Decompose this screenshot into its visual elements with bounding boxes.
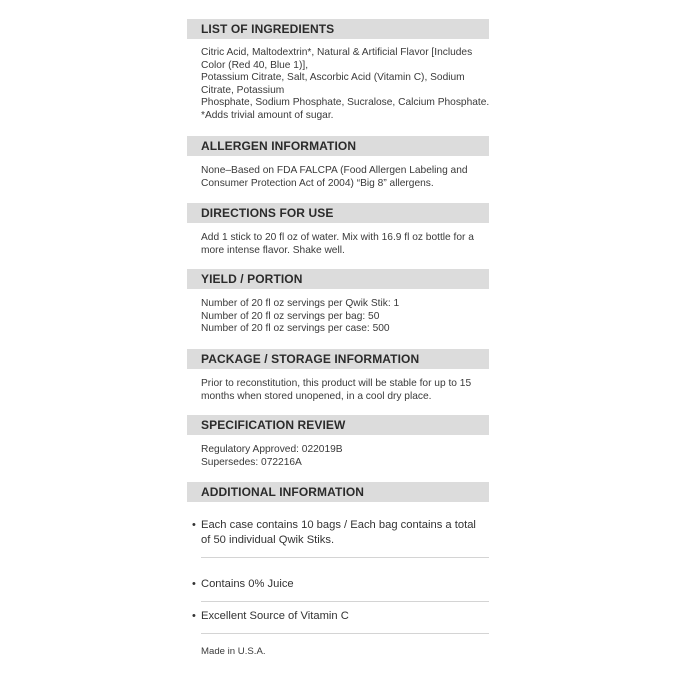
made-in-usa-text: Made in U.S.A. [201,646,266,657]
directions-line: Add 1 stick to 20 fl oz of water. Mix with 16.9 fl oz bottle for a [201,232,474,243]
ingredients-line: Phosphate, Sodium Phosphate, Sucralose, Calcium Phosphate. [201,97,490,109]
ingredients-line: Citric Acid, Maltodextrin*, Natural & Artificial Flavor [Includes [201,47,473,58]
section-body-yield [201,298,491,336]
specification-line: Supersedes: 072216A [201,456,302,468]
section-body-directions [201,232,491,257]
divider [201,601,489,602]
divider [201,633,489,634]
bullet-icon: • [192,578,196,590]
section-header-ingredients: LIST OF INGREDIENTS [187,19,489,39]
additional-item-text: Contains 0% Juice [201,578,294,590]
ingredients-line: Potassium Citrate, Salt, Ascorbic Acid (Vitamin C), Sodium [201,72,465,84]
additional-item-line: Each case contains 10 bags / Each bag contains a total [201,519,476,531]
bullet-icon: • [192,610,196,622]
section-header-allergen: ALLERGEN INFORMATION [187,136,489,156]
ingredients-line: *Adds trivial amount of sugar. [201,109,334,121]
yield-line: Number of 20 fl oz servings per Qwik Stik: 1 [201,298,400,309]
bullet-icon: • [192,519,196,531]
section-body-allergen [201,165,491,190]
section-body-ingredients [201,47,491,123]
divider [201,557,489,558]
section-header-storage: PACKAGE / STORAGE INFORMATION [187,349,489,369]
section-header-additional: ADDITIONAL INFORMATION [187,482,489,502]
section-body-specification [201,444,491,469]
section-header-directions: DIRECTIONS FOR USE [187,203,489,223]
specification-line: Regulatory Approved: 022019B [201,444,343,455]
section-body-storage [201,378,491,403]
section-header-yield: YIELD / PORTION [187,269,489,289]
ingredients-line: Color (Red 40, Blue 1)], [201,59,309,71]
directions-line: more intense flavor. Shake well. [201,244,345,256]
additional-item-text [201,518,491,548]
storage-line: Prior to reconstitution, this product will be stable for up to 15 [201,378,472,389]
section-header-specification: SPECIFICATION REVIEW [187,415,489,435]
additional-item-line: of 50 individual Qwik Stiks. [201,534,335,546]
yield-line: Number of 20 fl oz servings per case: 500 [201,323,390,335]
additional-item-text: Excellent Source of Vitamin C [201,610,349,622]
ingredients-line: Citrate, Potassium [201,84,285,96]
allergen-line: Consumer Protection Act of 2004) “Big 8” allergens. [201,177,434,189]
storage-line: months when stored unopened, in a cool dry place. [201,390,432,402]
yield-line: Number of 20 fl oz servings per bag: 50 [201,310,380,322]
allergen-line: None–Based on FDA FALCPA (Food Allergen Labeling and [201,165,468,176]
